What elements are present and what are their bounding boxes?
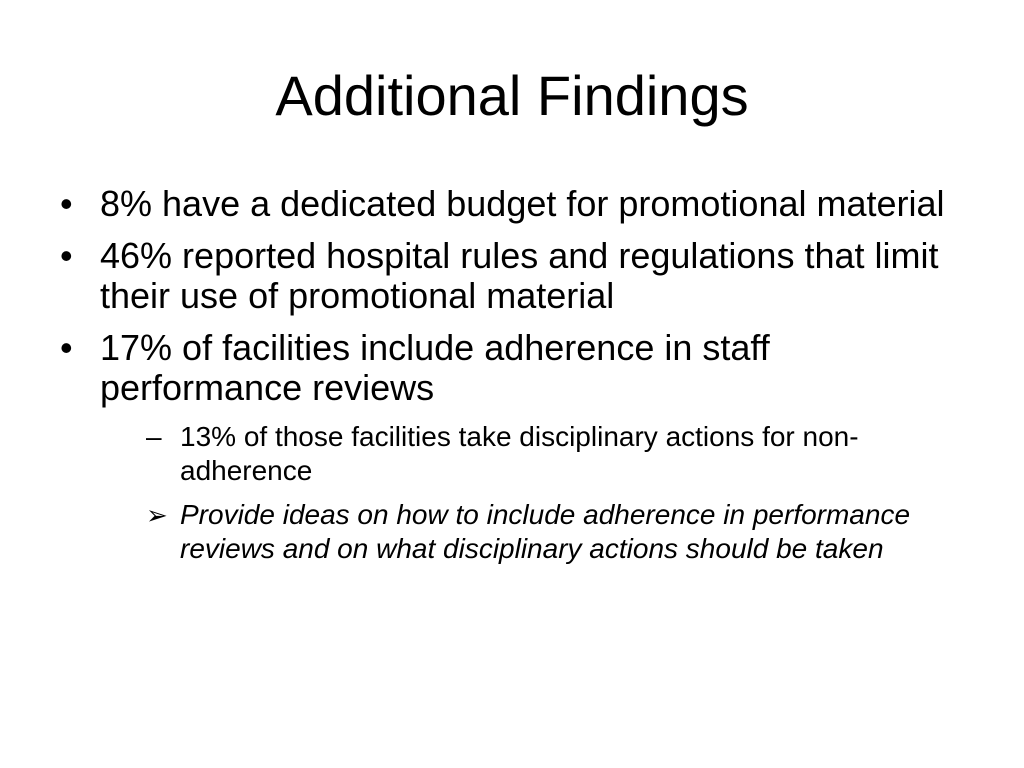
bullet-item-hospital-rules	[60, 236, 960, 316]
bullet-item-budget	[60, 184, 960, 224]
slide-body	[60, 184, 960, 576]
subbullet-item-disciplinary	[146, 420, 960, 488]
slide-title: Additional Findings	[275, 64, 749, 127]
bullet-item-performance-reviews	[60, 328, 960, 408]
subbullet-text: Provide ideas on how to include adherence in performance reviews and on what disciplinary actions should be taken	[180, 499, 911, 564]
dash-icon: –	[146, 421, 162, 452]
bullet-icon: •	[60, 327, 73, 368]
arrowhead-icon: ➢	[146, 500, 168, 530]
bullet-icon: •	[60, 235, 73, 276]
subbullet-text: 13% of those facilities take disciplinary actions for non-adherence	[180, 421, 859, 486]
subbullet-item-provide-ideas	[146, 498, 960, 566]
bullet-text: 17% of facilities include adherence in staff performance reviews	[100, 327, 770, 408]
bullet-text: 8% have a dedicated budget for promotional material	[100, 183, 945, 224]
bullet-icon: •	[60, 183, 73, 224]
bullet-text: 46% reported hospital rules and regulations that limit their use of promotional material	[100, 235, 939, 316]
